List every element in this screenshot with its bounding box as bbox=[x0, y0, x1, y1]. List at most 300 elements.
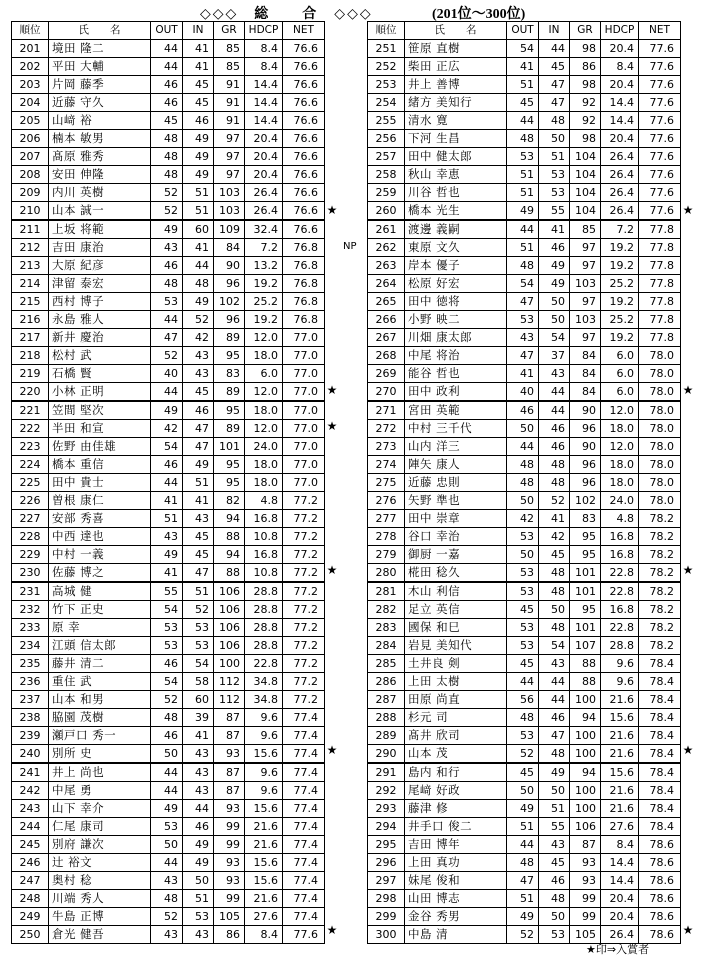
name-cell: 山本 茂 bbox=[405, 745, 507, 764]
hdcp-cell: 16.8 bbox=[601, 546, 639, 564]
hdcp-cell: 27.6 bbox=[245, 908, 283, 926]
name-cell: 石橋 賢 bbox=[49, 365, 151, 383]
table-row bbox=[12, 293, 325, 311]
out-cell: 51 bbox=[507, 76, 539, 94]
rank-cell: 256 bbox=[368, 130, 405, 148]
hdcp-cell: 18.0 bbox=[245, 347, 283, 365]
table-row bbox=[12, 94, 325, 112]
table-row bbox=[12, 601, 325, 619]
table-row bbox=[12, 311, 325, 329]
rank-cell: 202 bbox=[12, 58, 49, 76]
name-cell: 奥村 稔 bbox=[49, 872, 151, 890]
name-cell: 吉田 康治 bbox=[49, 239, 151, 257]
np-label: NP bbox=[343, 241, 357, 252]
table-row bbox=[12, 492, 325, 510]
name-cell: 橋本 光生 bbox=[405, 202, 507, 221]
rank-cell: 265 bbox=[368, 293, 405, 311]
hdcp-cell: 20.4 bbox=[601, 890, 639, 908]
in-cell: 43 bbox=[183, 510, 214, 528]
hdcp-cell: 20.4 bbox=[601, 76, 639, 94]
hdcp-cell: 14.4 bbox=[601, 854, 639, 872]
net-cell: 78.0 bbox=[639, 420, 681, 438]
out-cell: 46 bbox=[151, 456, 183, 474]
hdcp-cell: 21.6 bbox=[245, 818, 283, 836]
title-range: (201位～300位) bbox=[432, 7, 526, 22]
gr-cell: 99 bbox=[214, 836, 245, 854]
hdcp-cell: 26.4 bbox=[601, 184, 639, 202]
gr-cell: 85 bbox=[214, 40, 245, 58]
hdcp-cell: 19.2 bbox=[601, 293, 639, 311]
table-row bbox=[368, 438, 681, 456]
table-row bbox=[12, 166, 325, 184]
rank-cell: 250 bbox=[12, 926, 49, 944]
out-cell: 53 bbox=[507, 528, 539, 546]
table-row bbox=[12, 908, 325, 926]
col-header-gr: GR bbox=[214, 22, 245, 40]
rank-cell: 278 bbox=[368, 528, 405, 546]
gr-cell: 96 bbox=[570, 456, 601, 474]
net-cell: 77.0 bbox=[283, 401, 325, 420]
out-cell: 49 bbox=[151, 546, 183, 564]
in-cell: 49 bbox=[183, 293, 214, 311]
in-cell: 53 bbox=[183, 637, 214, 655]
in-cell: 46 bbox=[183, 401, 214, 420]
in-cell: 60 bbox=[183, 691, 214, 709]
gr-cell: 104 bbox=[570, 166, 601, 184]
hdcp-cell: 28.8 bbox=[601, 637, 639, 655]
in-cell: 51 bbox=[539, 800, 570, 818]
net-cell: 78.2 bbox=[639, 637, 681, 655]
gr-cell: 101 bbox=[570, 619, 601, 637]
gr-cell: 93 bbox=[214, 745, 245, 764]
hdcp-cell: 18.0 bbox=[601, 474, 639, 492]
gr-cell: 99 bbox=[570, 890, 601, 908]
rank-cell: 218 bbox=[12, 347, 49, 365]
hdcp-cell: 26.4 bbox=[601, 926, 639, 944]
name-cell: 楠本 敏男 bbox=[49, 130, 151, 148]
name-cell: 妹尾 俊和 bbox=[405, 872, 507, 890]
rank-cell: 221 bbox=[12, 401, 49, 420]
in-cell: 47 bbox=[183, 420, 214, 438]
hdcp-cell: 24.0 bbox=[245, 438, 283, 456]
winner-star-mark: ★ bbox=[326, 383, 338, 397]
in-cell: 51 bbox=[183, 890, 214, 908]
rank-cell: 289 bbox=[368, 727, 405, 745]
table-row bbox=[12, 202, 325, 221]
gr-cell: 90 bbox=[570, 438, 601, 456]
net-cell: 78.2 bbox=[639, 528, 681, 546]
in-cell: 43 bbox=[539, 365, 570, 383]
table-row bbox=[12, 655, 325, 673]
name-cell: 宮田 英範 bbox=[405, 401, 507, 420]
gr-cell: 106 bbox=[214, 637, 245, 655]
name-cell: 辻 裕文 bbox=[49, 854, 151, 872]
in-cell: 48 bbox=[539, 112, 570, 130]
in-cell: 48 bbox=[539, 582, 570, 601]
gr-cell: 95 bbox=[214, 347, 245, 365]
in-cell: 54 bbox=[539, 637, 570, 655]
table-row bbox=[368, 347, 681, 365]
out-cell: 44 bbox=[151, 782, 183, 800]
gr-cell: 103 bbox=[214, 184, 245, 202]
rank-cell: 240 bbox=[12, 745, 49, 764]
in-cell: 55 bbox=[539, 818, 570, 836]
in-cell: 41 bbox=[183, 58, 214, 76]
net-cell: 78.6 bbox=[639, 926, 681, 944]
table-row bbox=[368, 673, 681, 691]
table-row bbox=[368, 727, 681, 745]
table-row bbox=[12, 76, 325, 94]
name-cell: 別所 史 bbox=[49, 745, 151, 764]
in-cell: 43 bbox=[183, 763, 214, 782]
out-cell: 55 bbox=[151, 582, 183, 601]
rank-cell: 268 bbox=[368, 347, 405, 365]
hdcp-cell: 19.2 bbox=[601, 329, 639, 347]
hdcp-cell: 6.0 bbox=[601, 347, 639, 365]
page-title bbox=[0, 3, 725, 21]
gr-cell: 95 bbox=[214, 401, 245, 420]
table-row bbox=[12, 58, 325, 76]
rank-cell: 271 bbox=[368, 401, 405, 420]
gr-cell: 94 bbox=[570, 709, 601, 727]
name-cell: 松原 好宏 bbox=[405, 275, 507, 293]
gr-cell: 96 bbox=[570, 420, 601, 438]
hdcp-cell: 19.2 bbox=[245, 311, 283, 329]
table-row bbox=[12, 890, 325, 908]
out-cell: 52 bbox=[507, 745, 539, 764]
rank-cell: 297 bbox=[368, 872, 405, 890]
gr-cell: 100 bbox=[570, 800, 601, 818]
table-row bbox=[368, 655, 681, 673]
out-cell: 50 bbox=[507, 782, 539, 800]
gr-cell: 100 bbox=[570, 782, 601, 800]
out-cell: 51 bbox=[507, 166, 539, 184]
gr-cell: 100 bbox=[214, 655, 245, 673]
hdcp-cell: 16.8 bbox=[245, 546, 283, 564]
out-cell: 45 bbox=[507, 601, 539, 619]
table-row bbox=[368, 619, 681, 637]
hdcp-cell: 21.6 bbox=[245, 890, 283, 908]
out-cell: 56 bbox=[507, 691, 539, 709]
name-cell: 大原 紀彦 bbox=[49, 257, 151, 275]
winner-star-mark: ★ bbox=[326, 923, 338, 937]
in-cell: 53 bbox=[539, 166, 570, 184]
rank-cell: 300 bbox=[368, 926, 405, 944]
winner-star-mark: ★ bbox=[326, 743, 338, 757]
name-cell: 竹下 正史 bbox=[49, 601, 151, 619]
in-cell: 43 bbox=[183, 782, 214, 800]
net-cell: 77.2 bbox=[283, 492, 325, 510]
hdcp-cell: 6.0 bbox=[601, 383, 639, 402]
name-cell: 木山 利信 bbox=[405, 582, 507, 601]
gr-cell: 97 bbox=[570, 293, 601, 311]
table-row bbox=[12, 637, 325, 655]
table-row bbox=[368, 257, 681, 275]
rank-cell: 296 bbox=[368, 854, 405, 872]
rank-cell: 211 bbox=[12, 220, 49, 239]
table-row bbox=[12, 347, 325, 365]
name-cell: 新井 慶治 bbox=[49, 329, 151, 347]
out-cell: 49 bbox=[507, 800, 539, 818]
name-cell: 田中 崇章 bbox=[405, 510, 507, 528]
gr-cell: 104 bbox=[570, 202, 601, 221]
out-cell: 51 bbox=[507, 184, 539, 202]
rank-cell: 245 bbox=[12, 836, 49, 854]
out-cell: 53 bbox=[151, 637, 183, 655]
hdcp-cell: 12.0 bbox=[601, 438, 639, 456]
net-cell: 77.2 bbox=[283, 582, 325, 601]
table-row bbox=[12, 800, 325, 818]
gr-cell: 84 bbox=[570, 347, 601, 365]
hdcp-cell: 9.6 bbox=[245, 782, 283, 800]
rank-cell: 285 bbox=[368, 655, 405, 673]
hdcp-cell: 26.4 bbox=[601, 166, 639, 184]
in-cell: 45 bbox=[539, 58, 570, 76]
in-cell: 45 bbox=[183, 94, 214, 112]
net-cell: 77.0 bbox=[283, 438, 325, 456]
out-cell: 50 bbox=[151, 836, 183, 854]
gr-cell: 99 bbox=[214, 818, 245, 836]
gr-cell: 92 bbox=[570, 94, 601, 112]
hdcp-cell: 16.8 bbox=[245, 510, 283, 528]
gr-cell: 84 bbox=[570, 383, 601, 402]
winner-star-mark: ★ bbox=[682, 383, 694, 397]
gr-cell: 112 bbox=[214, 673, 245, 691]
gr-cell: 93 bbox=[214, 872, 245, 890]
in-cell: 43 bbox=[183, 347, 214, 365]
net-cell: 76.6 bbox=[283, 130, 325, 148]
gr-cell: 93 bbox=[570, 872, 601, 890]
out-cell: 49 bbox=[151, 220, 183, 239]
table-row bbox=[368, 94, 681, 112]
gr-cell: 94 bbox=[214, 546, 245, 564]
rank-cell: 263 bbox=[368, 257, 405, 275]
hdcp-cell: 24.0 bbox=[601, 492, 639, 510]
ranking-table-left bbox=[11, 21, 325, 944]
name-cell: 境田 隆二 bbox=[49, 40, 151, 58]
in-cell: 39 bbox=[183, 709, 214, 727]
gr-cell: 95 bbox=[214, 456, 245, 474]
gr-cell: 87 bbox=[214, 782, 245, 800]
net-cell: 77.2 bbox=[283, 637, 325, 655]
name-cell: 井上 善博 bbox=[405, 76, 507, 94]
name-cell: 牛島 正博 bbox=[49, 908, 151, 926]
name-cell: 谷口 幸治 bbox=[405, 528, 507, 546]
rank-cell: 228 bbox=[12, 528, 49, 546]
net-cell: 77.4 bbox=[283, 800, 325, 818]
out-cell: 43 bbox=[151, 239, 183, 257]
name-cell: 東原 文久 bbox=[405, 239, 507, 257]
net-cell: 77.0 bbox=[283, 456, 325, 474]
table-row bbox=[12, 528, 325, 546]
net-cell: 77.4 bbox=[283, 854, 325, 872]
table-row bbox=[12, 709, 325, 727]
out-cell: 45 bbox=[507, 655, 539, 673]
out-cell: 48 bbox=[151, 130, 183, 148]
table-row bbox=[368, 275, 681, 293]
in-cell: 45 bbox=[539, 854, 570, 872]
net-cell: 77.2 bbox=[283, 619, 325, 637]
in-cell: 52 bbox=[539, 492, 570, 510]
rank-cell: 288 bbox=[368, 709, 405, 727]
gr-cell: 94 bbox=[570, 763, 601, 782]
name-cell: 山本 和男 bbox=[49, 691, 151, 709]
gr-cell: 97 bbox=[214, 166, 245, 184]
in-cell: 46 bbox=[183, 818, 214, 836]
hdcp-cell: 15.6 bbox=[245, 745, 283, 764]
hdcp-cell: 8.4 bbox=[245, 926, 283, 944]
net-cell: 77.2 bbox=[283, 673, 325, 691]
out-cell: 53 bbox=[507, 582, 539, 601]
name-cell: 川谷 哲也 bbox=[405, 184, 507, 202]
out-cell: 48 bbox=[151, 275, 183, 293]
rank-cell: 284 bbox=[368, 637, 405, 655]
ranking-table-right bbox=[367, 21, 681, 944]
net-cell: 78.2 bbox=[639, 619, 681, 637]
rank-cell: 233 bbox=[12, 619, 49, 637]
net-cell: 77.4 bbox=[283, 709, 325, 727]
hdcp-cell: 19.2 bbox=[601, 257, 639, 275]
gr-cell: 104 bbox=[570, 184, 601, 202]
table-row bbox=[12, 727, 325, 745]
rank-cell: 257 bbox=[368, 148, 405, 166]
net-cell: 76.6 bbox=[283, 166, 325, 184]
name-cell: 安田 伸隆 bbox=[49, 166, 151, 184]
table-row bbox=[368, 166, 681, 184]
table-row bbox=[368, 293, 681, 311]
hdcp-cell: 26.4 bbox=[601, 202, 639, 221]
out-cell: 47 bbox=[507, 347, 539, 365]
table-row bbox=[12, 130, 325, 148]
table-row bbox=[12, 854, 325, 872]
name-cell: 髙原 雅秀 bbox=[49, 148, 151, 166]
table-row bbox=[12, 383, 325, 402]
in-cell: 49 bbox=[183, 456, 214, 474]
name-cell: 國保 和巳 bbox=[405, 619, 507, 637]
hdcp-cell: 15.6 bbox=[245, 854, 283, 872]
name-cell: 川端 秀人 bbox=[49, 890, 151, 908]
name-cell: 山内 洋三 bbox=[405, 438, 507, 456]
rank-cell: 277 bbox=[368, 510, 405, 528]
name-cell: 上田 真功 bbox=[405, 854, 507, 872]
out-cell: 53 bbox=[507, 148, 539, 166]
table-row bbox=[368, 365, 681, 383]
in-cell: 44 bbox=[539, 40, 570, 58]
in-cell: 45 bbox=[183, 546, 214, 564]
name-cell: 別府 謙次 bbox=[49, 836, 151, 854]
table-row bbox=[368, 854, 681, 872]
gr-cell: 95 bbox=[570, 601, 601, 619]
gr-cell: 100 bbox=[570, 727, 601, 745]
table-row bbox=[12, 112, 325, 130]
net-cell: 77.6 bbox=[639, 166, 681, 184]
hdcp-cell: 14.4 bbox=[245, 76, 283, 94]
gr-cell: 101 bbox=[214, 438, 245, 456]
in-cell: 46 bbox=[539, 239, 570, 257]
rank-cell: 238 bbox=[12, 709, 49, 727]
gr-cell: 83 bbox=[214, 365, 245, 383]
in-cell: 41 bbox=[183, 40, 214, 58]
out-cell: 44 bbox=[507, 673, 539, 691]
in-cell: 47 bbox=[539, 76, 570, 94]
name-cell: 脇園 茂樹 bbox=[49, 709, 151, 727]
name-cell: 小野 映二 bbox=[405, 311, 507, 329]
hdcp-cell: 19.2 bbox=[601, 239, 639, 257]
in-cell: 52 bbox=[183, 601, 214, 619]
hdcp-cell: 18.0 bbox=[245, 401, 283, 420]
net-cell: 77.8 bbox=[639, 257, 681, 275]
net-cell: 77.2 bbox=[283, 655, 325, 673]
rank-cell: 291 bbox=[368, 763, 405, 782]
in-cell: 51 bbox=[183, 474, 214, 492]
gr-cell: 95 bbox=[570, 528, 601, 546]
hdcp-cell: 8.4 bbox=[245, 58, 283, 76]
out-cell: 46 bbox=[151, 655, 183, 673]
rank-cell: 295 bbox=[368, 836, 405, 854]
hdcp-cell: 9.6 bbox=[245, 763, 283, 782]
name-cell: 曽根 康仁 bbox=[49, 492, 151, 510]
col-header-hdcp: HDCP bbox=[245, 22, 283, 40]
rank-cell: 229 bbox=[12, 546, 49, 564]
hdcp-cell: 18.0 bbox=[601, 420, 639, 438]
rank-cell: 215 bbox=[12, 293, 49, 311]
table-row bbox=[12, 275, 325, 293]
out-cell: 48 bbox=[507, 474, 539, 492]
out-cell: 52 bbox=[151, 347, 183, 365]
rank-cell: 247 bbox=[12, 872, 49, 890]
table-row bbox=[12, 836, 325, 854]
in-cell: 44 bbox=[183, 800, 214, 818]
rank-cell: 293 bbox=[368, 800, 405, 818]
table-row bbox=[12, 691, 325, 709]
hdcp-cell: 22.8 bbox=[601, 564, 639, 583]
hdcp-cell: 21.6 bbox=[601, 727, 639, 745]
net-cell: 77.2 bbox=[283, 546, 325, 564]
out-cell: 49 bbox=[507, 202, 539, 221]
in-cell: 47 bbox=[539, 727, 570, 745]
name-cell: 山本 誠一 bbox=[49, 202, 151, 221]
hdcp-cell: 26.4 bbox=[245, 184, 283, 202]
out-cell: 48 bbox=[151, 166, 183, 184]
hdcp-cell: 8.4 bbox=[245, 40, 283, 58]
rank-cell: 264 bbox=[368, 275, 405, 293]
hdcp-cell: 12.0 bbox=[245, 383, 283, 402]
hdcp-cell: 21.6 bbox=[601, 745, 639, 764]
name-cell: 高城 健 bbox=[49, 582, 151, 601]
table-row bbox=[368, 76, 681, 94]
in-cell: 46 bbox=[539, 420, 570, 438]
out-cell: 52 bbox=[151, 908, 183, 926]
table-row bbox=[12, 474, 325, 492]
rank-cell: 253 bbox=[368, 76, 405, 94]
hdcp-cell: 26.4 bbox=[245, 202, 283, 221]
rank-cell: 261 bbox=[368, 220, 405, 239]
name-cell: 矢野 準也 bbox=[405, 492, 507, 510]
net-cell: 77.6 bbox=[639, 130, 681, 148]
in-cell: 43 bbox=[183, 926, 214, 944]
rank-cell: 258 bbox=[368, 166, 405, 184]
hdcp-cell: 21.6 bbox=[601, 782, 639, 800]
gr-cell: 84 bbox=[570, 365, 601, 383]
in-cell: 44 bbox=[539, 673, 570, 691]
out-cell: 50 bbox=[507, 492, 539, 510]
in-cell: 43 bbox=[183, 365, 214, 383]
out-cell: 44 bbox=[151, 474, 183, 492]
gr-cell: 93 bbox=[214, 854, 245, 872]
in-cell: 48 bbox=[539, 474, 570, 492]
in-cell: 42 bbox=[183, 329, 214, 347]
net-cell: 78.6 bbox=[639, 854, 681, 872]
